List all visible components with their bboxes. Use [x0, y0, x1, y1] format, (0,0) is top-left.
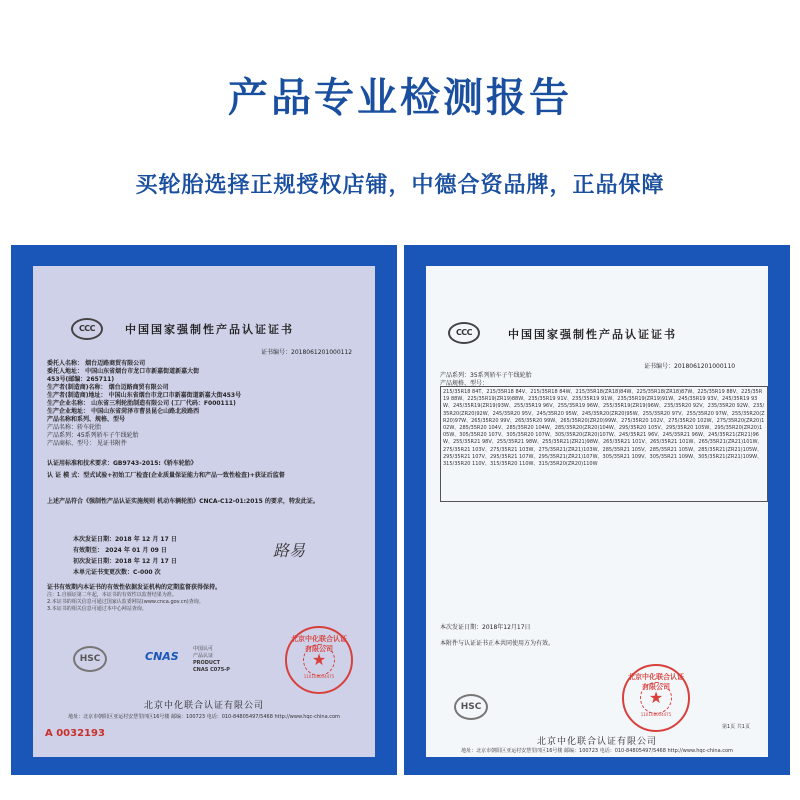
- cert-row: 生产企业名称： 山东省三利轮胎制造有限公司 (工厂代码：F000111): [47, 400, 236, 407]
- cert-row: 453号(邮编：265711): [47, 376, 115, 383]
- right-certificate-frame: [404, 245, 790, 775]
- certificate-title: 中国国家强制性产品认证证书: [508, 328, 677, 341]
- issuer-address: 地址：北京市朝阳区亚运村安慧里四区16号楼 邮编：100723 电话：010-84805497/5468 http://www.hqc-china.com: [461, 748, 733, 754]
- tagline: 买轮胎选择正规授权店铺，中德合资品牌，正品保障: [135, 173, 665, 198]
- seal-text: 北京中化联合认证有限公司: [291, 635, 347, 653]
- cert-date: 本单元证书变更次数：C-000 次: [73, 569, 161, 576]
- cert-row: 生产者(制造商)地址： 中国山东省烟台市龙口市新嘉街道新嘉大街453号: [47, 392, 242, 399]
- cert-no-label: 证书编号：: [644, 363, 675, 370]
- cert-statement: 上述产品符合《强制性产品认证实施规则 机动车辆轮胎》CNCA-C12-01:2015 的要求，特发此证。: [47, 498, 319, 505]
- cert-row: 委托人地址： 中国山东省烟台市龙口市新嘉街道新嘉大街: [47, 368, 200, 375]
- issuer-name: 北京中化联合认证有限公司: [536, 737, 657, 747]
- cert-row: 产品名称：轿车轮胎: [47, 424, 102, 431]
- cert-standard: 认证用标准和技术要求：GB9743-2015:《轿车轮胎》: [47, 460, 197, 467]
- cert-date: 本次发证日期：2018 年 12 月 17 日: [73, 536, 177, 543]
- cert-row: 生产者(制造商)名称： 烟台迈路商贸有限公司: [47, 384, 169, 391]
- validity-note: 注：1.自颁证第二年起，本证书的有效性以监督结果为准。: [47, 592, 177, 598]
- cert-date: 有效期至： 2024 年 01 月 09 日: [73, 547, 167, 554]
- validity-note: 2.本证书的相关信息可通过国家认监委网站(www.cnca.gov.cn)查询。: [47, 599, 204, 605]
- issuer-name: 北京中化联合认证有限公司: [143, 701, 264, 711]
- spec-table: 215/35R18 84T、215/35R18 84V、215/35R18 84W、215/35R18(ZR18)84W、225/35R18(ZR18)87W、225/35R19 88V、225/35R19 88W、225/35R19(ZR19)88W、235/35R19 91V、235/35R19 91W、235/35R19(ZR19)91W、245/35R19 93V、245/35R19 93W、245/35R19(ZR19)93W、255/35R19 96V、255/35R19 96W、255/35R19(ZR19)96W、235/35R20 92V、235/35R20 92W、235/35R20(ZR20)92W、245/35R20 95V、245/35R20 95W、245/35R20(ZR20)95W、255/35R20 97V、255/35R20 97W、255/35R20(ZR20)97W、265/35R20 99V、265/35R20 99W、265/35R20(ZR20)99W、275/35R20 102V、275/35R20 102W、275/35R20(ZR20)102W、285/35R20 104V、285/35R20 104W、285/35R20(ZR20)104W、295/35R20 105V、295/35R20 105W、295/35R20(ZR20)105W、305/35R20 107V、305/35R20 107W、305/35R20(ZR20)107W、245/35R21 96V、245/35R21 96W、245/35R21(ZR21)96W、255/35R21 98V、255/35R21 98W、255/35R21(ZR21)98W、265/35R21 101V、265/35R21 101W、265/35R21(ZR21)101W、275/35R21 103V、275/35R21 103W、275/35R21(ZR21)103W、285/35R21 105V、285/35R21 105W、285/35R21(ZR21)105W、295/35R21 107V、295/35R21 107W、295/35R21(ZR21)107W、305/35R21 109V、305/35R21 109W、305/35R21(ZR21)109W、315/35R20 110V、315/35R20 110W、315/35R20(ZR20)110W: [440, 386, 768, 502]
- page-title: 产品专业检测报告: [228, 75, 572, 121]
- star-icon: ★: [311, 650, 327, 669]
- cnas-line: PRODUCT: [193, 660, 221, 666]
- certificate-title: 中国国家强制性产品认证证书: [125, 323, 294, 336]
- red-seal: [622, 664, 690, 732]
- spec-label: 产品规格、型号：: [440, 380, 489, 387]
- attachment-note: 本附件与认证证书正本共同使用方为有效。: [440, 640, 555, 647]
- issuer-address: 地址：北京市朝阳区亚运村安慧里四区16号楼 邮编：100723 电话：010-84805497/5468 http://www.hqc-china.com: [68, 714, 340, 720]
- red-seal: [285, 626, 353, 694]
- cnas-text: [193, 646, 230, 674]
- cnas-logo-icon: CNAS: [145, 650, 179, 663]
- seal-text: 北京中化联合认证有限公司: [628, 673, 684, 691]
- ccc-logo-icon: CCC: [71, 318, 103, 340]
- left-certificate-frame: [11, 245, 397, 775]
- page-number: 第1页 共1页: [722, 724, 750, 730]
- ccc-logo-icon: CCC: [448, 322, 480, 344]
- validity-notes: [47, 584, 367, 613]
- cert-row: 产品名称和系列、规格、型号: [47, 416, 126, 423]
- right-certificate: [426, 266, 768, 757]
- series-label: 产品系列：35系列轿车子午线轮胎: [440, 372, 532, 379]
- cert-row: 生产企业地址： 中国山东省菏泽市曹县昆仑山路北段路西: [47, 408, 200, 415]
- serial-number: A 0032193: [45, 728, 105, 739]
- star-icon: ★: [648, 688, 664, 707]
- cert-no: 2018061201000110: [674, 363, 736, 370]
- left-certificate: [33, 266, 375, 757]
- validity-note: 3.本证书的相关信息可通过本中心网站查询。: [47, 606, 147, 612]
- cert-no-label: 证书编号：: [261, 349, 292, 356]
- cert-row: 产品系列：45系列轿车子午线轮胎: [47, 432, 139, 439]
- signature: 路易: [273, 541, 306, 560]
- validity-note: 证书有效期内本证书的有效性依据发证机构的定期监督获得保持。: [47, 584, 222, 591]
- seal-number: 110108004475: [303, 674, 335, 679]
- cert-mode: 认 证 模 式：型式试验+初始工厂检查(企业质量保证能力和产品一致性检查)+获证后监督: [47, 472, 285, 479]
- cert-no: 2018061201000112: [291, 349, 353, 356]
- cert-row: 产品商标、型号： 见证书附件: [47, 440, 127, 447]
- cert-dates: [73, 534, 273, 578]
- cert-rows: [47, 360, 367, 448]
- hsc-logo-icon: HSC: [454, 694, 488, 720]
- cnas-line: CNAS C075-P: [193, 667, 230, 673]
- cert-row: 委托人名称： 烟台迈路商贸有限公司: [47, 360, 146, 367]
- cert-date: 初次发证日期：2018 年 12 月 17 日: [73, 558, 177, 565]
- issue-date: 本次发证日期：2018年12月17日: [440, 624, 531, 631]
- seal-number: 110108004475: [640, 712, 672, 717]
- cnas-line: 中国认可: [193, 646, 214, 652]
- hsc-logo-icon: HSC: [73, 646, 107, 672]
- cnas-line: 产品认证: [193, 653, 214, 659]
